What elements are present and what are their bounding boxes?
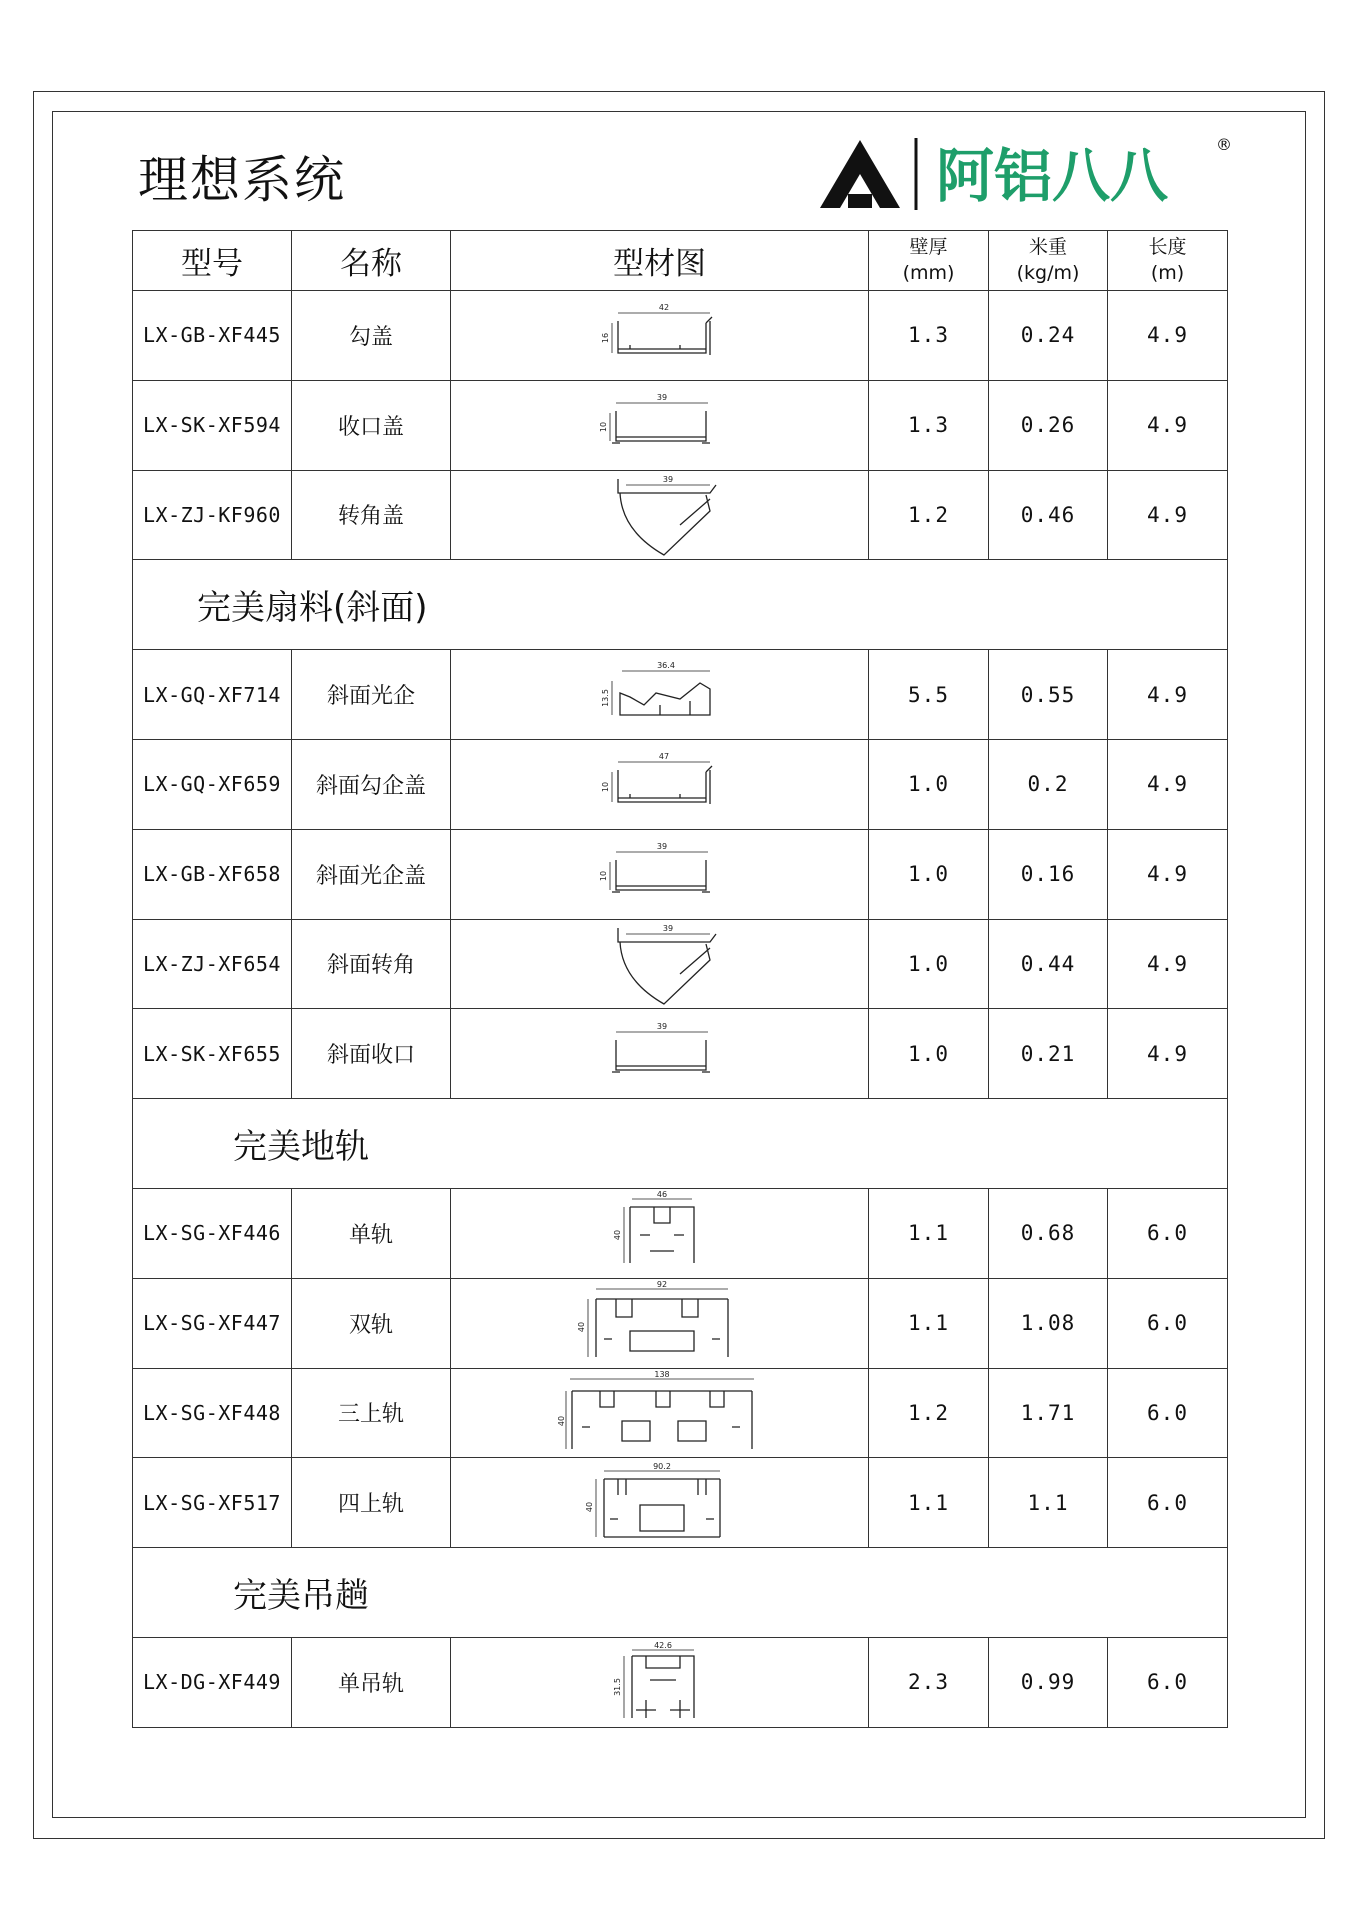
section-row	[133, 1548, 1228, 1638]
thickness-cell: 1.1	[869, 1458, 989, 1548]
profile-channel-icon	[560, 383, 760, 467]
length-cell: 6.0	[1108, 1637, 1228, 1727]
svg-text:40: 40	[612, 1230, 622, 1241]
model-code-cell: LX-DG-XF449	[133, 1637, 292, 1727]
svg-text:39: 39	[656, 842, 667, 852]
brand-name: 阿铝八八	[936, 142, 1169, 210]
profile-name-cell: 斜面光企	[292, 650, 451, 740]
svg-text:42: 42	[658, 303, 669, 313]
svg-text:13.5: 13.5	[600, 688, 610, 707]
svg-text:90.2: 90.2	[652, 1461, 671, 1471]
svg-text:36.4: 36.4	[656, 660, 675, 670]
length-cell: 4.9	[1108, 1009, 1228, 1099]
profile-drawing-cell	[451, 919, 869, 1009]
table-row	[133, 829, 1228, 919]
brand-logo	[818, 132, 1232, 212]
section-title: 完美扇料(斜面)	[133, 560, 1228, 650]
profile-name-cell: 四上轨	[292, 1458, 451, 1548]
weight-cell: 0.99	[989, 1637, 1108, 1727]
page-title: 理想系统	[138, 151, 346, 209]
brand-mark-icon	[818, 132, 1232, 212]
table-row	[133, 380, 1228, 470]
table-row	[133, 470, 1228, 560]
weight-cell: 0.44	[989, 919, 1108, 1009]
profile-rail1-icon	[560, 1191, 760, 1275]
weight-cell: 0.26	[989, 380, 1108, 470]
length-cell: 4.9	[1108, 380, 1228, 470]
table-row	[133, 291, 1228, 381]
profile-channel-hook-icon	[560, 293, 760, 377]
profile-name-cell: 斜面勾企盖	[292, 739, 451, 829]
table-row	[133, 739, 1228, 829]
thickness-cell: 1.2	[869, 470, 989, 560]
svg-text:®: ®	[1216, 135, 1232, 154]
profile-name-cell: 单吊轨	[292, 1637, 451, 1727]
model-code-cell: LX-GQ-XF714	[133, 650, 292, 740]
table-body	[133, 291, 1228, 1728]
thickness-cell: 1.2	[869, 1368, 989, 1458]
profile-drawing-cell	[451, 829, 869, 919]
svg-text:92: 92	[656, 1280, 667, 1290]
svg-text:16: 16	[600, 333, 610, 344]
section-title: 完美吊趟	[133, 1548, 1228, 1638]
svg-text:39: 39	[656, 1021, 667, 1031]
thickness-cell: 5.5	[869, 650, 989, 740]
profile-corner-icon	[560, 922, 760, 1006]
profile-drawing-cell	[451, 1278, 869, 1368]
svg-text:40: 40	[556, 1415, 566, 1427]
svg-text:10: 10	[598, 422, 608, 433]
svg-text:10: 10	[600, 782, 610, 793]
thickness-cell: 1.0	[869, 829, 989, 919]
weight-cell: 0.2	[989, 739, 1108, 829]
table-row	[133, 1278, 1228, 1368]
model-code-cell: LX-GB-XF445	[133, 291, 292, 381]
table-row	[133, 650, 1228, 740]
model-code-cell: LX-SG-XF447	[133, 1278, 292, 1368]
thickness-cell: 1.3	[869, 291, 989, 381]
table-row	[133, 1637, 1228, 1727]
profile-name-cell: 斜面收口	[292, 1009, 451, 1099]
thickness-cell: 1.0	[869, 739, 989, 829]
header-length: 长度 (m)	[1108, 231, 1228, 291]
profile-drawing-cell	[451, 650, 869, 740]
weight-cell: 0.21	[989, 1009, 1108, 1099]
profile-name-cell: 单轨	[292, 1188, 451, 1278]
header-model: 型号	[133, 231, 292, 291]
profile-drawing-cell	[451, 1637, 869, 1727]
length-cell: 6.0	[1108, 1458, 1228, 1548]
model-code-cell: LX-SG-XF448	[133, 1368, 292, 1458]
profile-drawing-cell	[451, 380, 869, 470]
thickness-cell: 1.1	[869, 1188, 989, 1278]
thickness-cell: 1.1	[869, 1278, 989, 1368]
header-thickness: 壁厚 (mm)	[869, 231, 989, 291]
header-figure: 型材图	[451, 231, 869, 291]
model-code-cell: LX-GB-XF658	[133, 829, 292, 919]
svg-text:39: 39	[662, 474, 673, 484]
header-weight: 米重 (kg/m)	[989, 231, 1108, 291]
svg-text:10: 10	[598, 871, 608, 882]
weight-cell: 0.24	[989, 291, 1108, 381]
profile-name-cell: 斜面转角	[292, 919, 451, 1009]
profile-name-cell: 斜面光企盖	[292, 829, 451, 919]
profile-name-cell: 转角盖	[292, 470, 451, 560]
profile-name-cell: 勾盖	[292, 291, 451, 381]
svg-text:138: 138	[653, 1369, 670, 1379]
profile-rail3-icon	[556, 1369, 760, 1455]
model-code-cell: LX-ZJ-XF654	[133, 919, 292, 1009]
thickness-cell: 1.0	[869, 1009, 989, 1099]
weight-cell: 0.55	[989, 650, 1108, 740]
svg-text:40: 40	[584, 1501, 594, 1512]
svg-text:47: 47	[658, 752, 669, 762]
profile-drawing-cell	[451, 1368, 869, 1458]
profile-hang-icon	[560, 1640, 760, 1724]
thickness-cell: 2.3	[869, 1637, 989, 1727]
profile-drawing-cell	[451, 739, 869, 829]
section-row	[133, 1099, 1228, 1189]
profile-drawing-cell	[451, 1458, 869, 1548]
length-cell: 4.9	[1108, 291, 1228, 381]
table-row	[133, 1188, 1228, 1278]
profile-drawing-cell	[451, 291, 869, 381]
model-code-cell: LX-ZJ-KF960	[133, 470, 292, 560]
model-code-cell: LX-SG-XF517	[133, 1458, 292, 1548]
profile-rail4-icon	[560, 1461, 760, 1545]
section-row	[133, 560, 1228, 650]
svg-text:31.5: 31.5	[612, 1678, 622, 1697]
profile-profile-complex-icon	[560, 653, 760, 737]
profile-rail2-icon	[560, 1281, 760, 1365]
table-row	[133, 919, 1228, 1009]
svg-text:39: 39	[656, 393, 667, 403]
length-cell: 6.0	[1108, 1368, 1228, 1458]
model-code-cell: LX-SK-XF655	[133, 1009, 292, 1099]
model-code-cell: LX-SK-XF594	[133, 380, 292, 470]
length-cell: 4.9	[1108, 829, 1228, 919]
svg-text:40: 40	[576, 1322, 586, 1333]
profile-channel-icon	[560, 832, 760, 916]
length-cell: 6.0	[1108, 1278, 1228, 1368]
table-row	[133, 1368, 1228, 1458]
svg-text:42.6: 42.6	[653, 1641, 672, 1651]
profile-channel-icon	[560, 1012, 760, 1096]
table-row	[133, 1009, 1228, 1099]
weight-cell: 1.08	[989, 1278, 1108, 1368]
table-row	[133, 1458, 1228, 1548]
profile-drawing-cell	[451, 1188, 869, 1278]
weight-cell: 0.46	[989, 470, 1108, 560]
svg-text:46: 46	[656, 1190, 667, 1200]
spec-table	[132, 230, 1228, 1728]
section-title: 完美地轨	[133, 1099, 1228, 1189]
weight-cell: 0.68	[989, 1188, 1108, 1278]
svg-text:39: 39	[662, 923, 673, 933]
profile-name-cell: 三上轨	[292, 1368, 451, 1458]
header-row	[133, 231, 1228, 291]
thickness-cell: 1.0	[869, 919, 989, 1009]
profile-name-cell: 双轨	[292, 1278, 451, 1368]
length-cell: 4.9	[1108, 739, 1228, 829]
thickness-cell: 1.3	[869, 380, 989, 470]
length-cell: 4.9	[1108, 919, 1228, 1009]
profile-drawing-cell	[451, 1009, 869, 1099]
profile-channel-hook-icon	[560, 742, 760, 826]
length-cell: 6.0	[1108, 1188, 1228, 1278]
model-code-cell: LX-SG-XF446	[133, 1188, 292, 1278]
profile-name-cell: 收口盖	[292, 380, 451, 470]
length-cell: 4.9	[1108, 470, 1228, 560]
weight-cell: 1.1	[989, 1458, 1108, 1548]
weight-cell: 1.71	[989, 1368, 1108, 1458]
profile-drawing-cell	[451, 470, 869, 560]
weight-cell: 0.16	[989, 829, 1108, 919]
profile-corner-icon	[560, 473, 760, 557]
header-name: 名称	[292, 231, 451, 291]
length-cell: 4.9	[1108, 650, 1228, 740]
model-code-cell: LX-GQ-XF659	[133, 739, 292, 829]
